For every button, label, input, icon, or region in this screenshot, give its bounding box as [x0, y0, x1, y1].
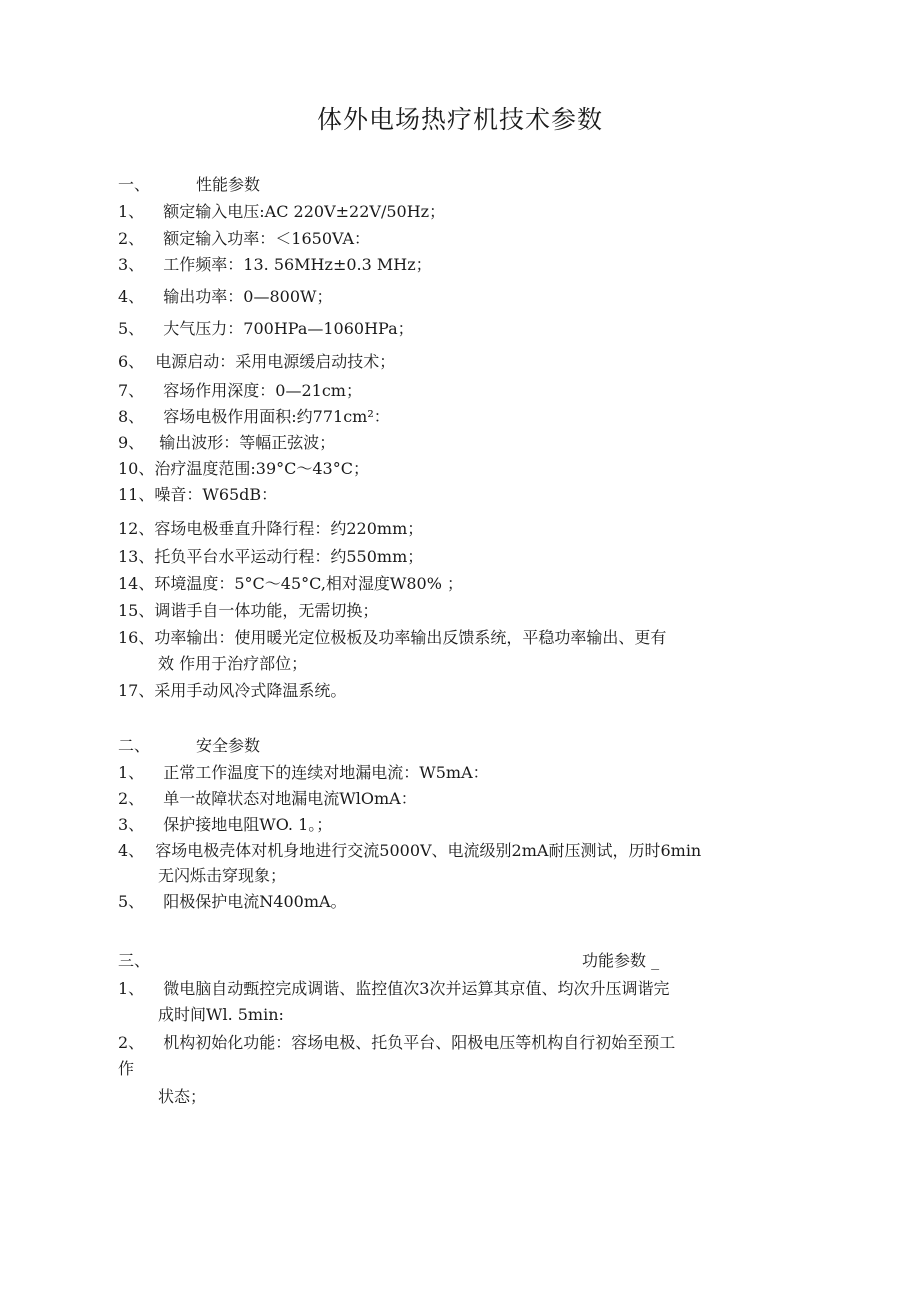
- list-item: [118, 458, 369, 480]
- section-number: 二、: [118, 736, 151, 755]
- list-item: [118, 201, 445, 223]
- item-number: 3、: [118, 255, 145, 274]
- item-number: 1、: [118, 202, 145, 221]
- item-number: 13、: [118, 547, 155, 566]
- item-text: 治疗温度范围:39°C～43°C；: [154, 459, 369, 478]
- item-number: 5、: [118, 319, 145, 338]
- list-item: [118, 318, 414, 340]
- item-text: 环境温度：5°C～45°C,相对湿度W80% ；: [154, 574, 464, 593]
- section-heading-function: [118, 950, 660, 972]
- item-text: 阳极保护电流N400mA。: [163, 892, 347, 911]
- item-number: 14、: [118, 574, 155, 593]
- list-item: [118, 228, 370, 250]
- list-item: [118, 254, 432, 276]
- item-text: 额定输入电压:AC 220V±22V/50Hz；: [163, 202, 446, 221]
- page-title: 体外电场热疗机技术参数: [316, 105, 603, 134]
- item-number: 2、: [118, 1033, 145, 1052]
- list-item: [118, 814, 332, 836]
- item-number: 7、: [118, 381, 145, 400]
- list-item: [118, 380, 362, 402]
- list-item: [118, 1032, 675, 1054]
- section-heading-performance: [118, 174, 261, 196]
- item-text: 保护接地电阻WO. 1。；: [163, 815, 333, 834]
- item-text: 单一故障状态对地漏电流WlOmA：: [163, 789, 417, 808]
- list-item: [118, 600, 378, 622]
- item-number: 1、: [118, 979, 145, 998]
- list-item: [118, 680, 346, 702]
- list-item: [118, 840, 701, 862]
- item-text: 调谐手自一体功能，无需切换；: [154, 601, 379, 620]
- item-number: 17、: [118, 681, 155, 700]
- item-number: 12、: [118, 519, 155, 538]
- list-item: [118, 406, 390, 428]
- item-text: 作: [118, 1059, 135, 1078]
- item-number: 2、: [118, 789, 145, 808]
- list-item: [118, 627, 666, 649]
- item-number: 3、: [118, 815, 145, 834]
- list-item: [118, 788, 417, 810]
- item-number: 1、: [118, 763, 145, 782]
- item-number: 8、: [118, 407, 145, 426]
- item-number: 5、: [118, 892, 145, 911]
- section-label: 安全参数: [196, 736, 261, 755]
- item-text: 大气压力：700HPa—1060HPa；: [163, 319, 414, 338]
- section-heading-safety: [118, 735, 261, 757]
- list-item: [118, 351, 395, 373]
- item-text: 效 作用于治疗部位；: [158, 654, 308, 673]
- item-text: 无闪烁击穿现象；: [158, 866, 287, 885]
- list-item: [118, 518, 423, 540]
- item-number: 4、: [118, 287, 145, 306]
- list-item: [118, 762, 489, 784]
- item-text: 容场电极垂直升降行程：约220mm；: [154, 519, 424, 538]
- section-number: 一、: [118, 175, 151, 194]
- item-text: 工作频率：13. 56MHz±0.3 MHz；: [163, 255, 432, 274]
- item-text: 容场电极壳体对机身地进行交流5000V、电流级别2mA耐压测试，历时6min: [155, 841, 702, 860]
- list-item: [118, 484, 277, 506]
- item-text: 输出功率：0—800W；: [163, 287, 333, 306]
- item-text: 容场电极作用面积:约771cm²：: [163, 407, 390, 426]
- item-text: 噪音：W65dB：: [154, 485, 278, 504]
- list-item-continuation: [158, 653, 307, 675]
- item-text: 功率输出：使用暖光定位极板及功率输出反馈系统，平稳功率输出、更有: [154, 628, 667, 647]
- item-text: 采用手动风冷式降温系统。: [154, 681, 347, 700]
- item-number: 4、: [118, 841, 145, 860]
- item-number: 2、: [118, 229, 145, 248]
- item-text: 容场作用深度：0—21cm；: [163, 381, 362, 400]
- list-item: [118, 286, 332, 308]
- list-item: [118, 978, 669, 1000]
- item-text: 状态；: [158, 1087, 207, 1106]
- item-text: 微电脑自动甄控完成调谐、监控值次3次并运算其京值、均次升压调谐完: [163, 979, 670, 998]
- section-label: 功能参数 _: [582, 951, 660, 970]
- list-item: [118, 573, 463, 595]
- item-number: 6、: [118, 352, 145, 371]
- item-number: 10、: [118, 459, 155, 478]
- section-label: 性能参数: [196, 175, 261, 194]
- list-item: [118, 546, 423, 568]
- item-text: 电源启动：采用电源缓启动技术；: [155, 352, 396, 371]
- item-text: 成时间Wl. 5min:: [158, 1005, 284, 1024]
- item-text: 额定输入功率：＜1650VA：: [163, 229, 371, 248]
- item-number: 15、: [118, 601, 155, 620]
- item-text: 托负平台水平运动行程：约550mm；: [154, 547, 424, 566]
- section-number: 三、: [118, 951, 151, 970]
- item-text: 机构初始化功能：容场电极、托负平台、阳极电压等机构自行初始至预工: [163, 1033, 676, 1052]
- item-text: 正常工作温度下的连续对地漏电流：W5mA：: [163, 763, 489, 782]
- list-item-continuation: [158, 1004, 284, 1026]
- list-item: [118, 432, 335, 454]
- item-number: 16、: [118, 628, 155, 647]
- item-number: 11、: [118, 485, 155, 504]
- item-number: 9、: [118, 433, 145, 452]
- list-item-continuation: [158, 1086, 206, 1108]
- list-item-continuation: [158, 865, 286, 887]
- item-text: 输出波形：等幅正弦波；: [159, 433, 336, 452]
- list-item-continuation: [118, 1058, 134, 1080]
- list-item: [118, 891, 347, 913]
